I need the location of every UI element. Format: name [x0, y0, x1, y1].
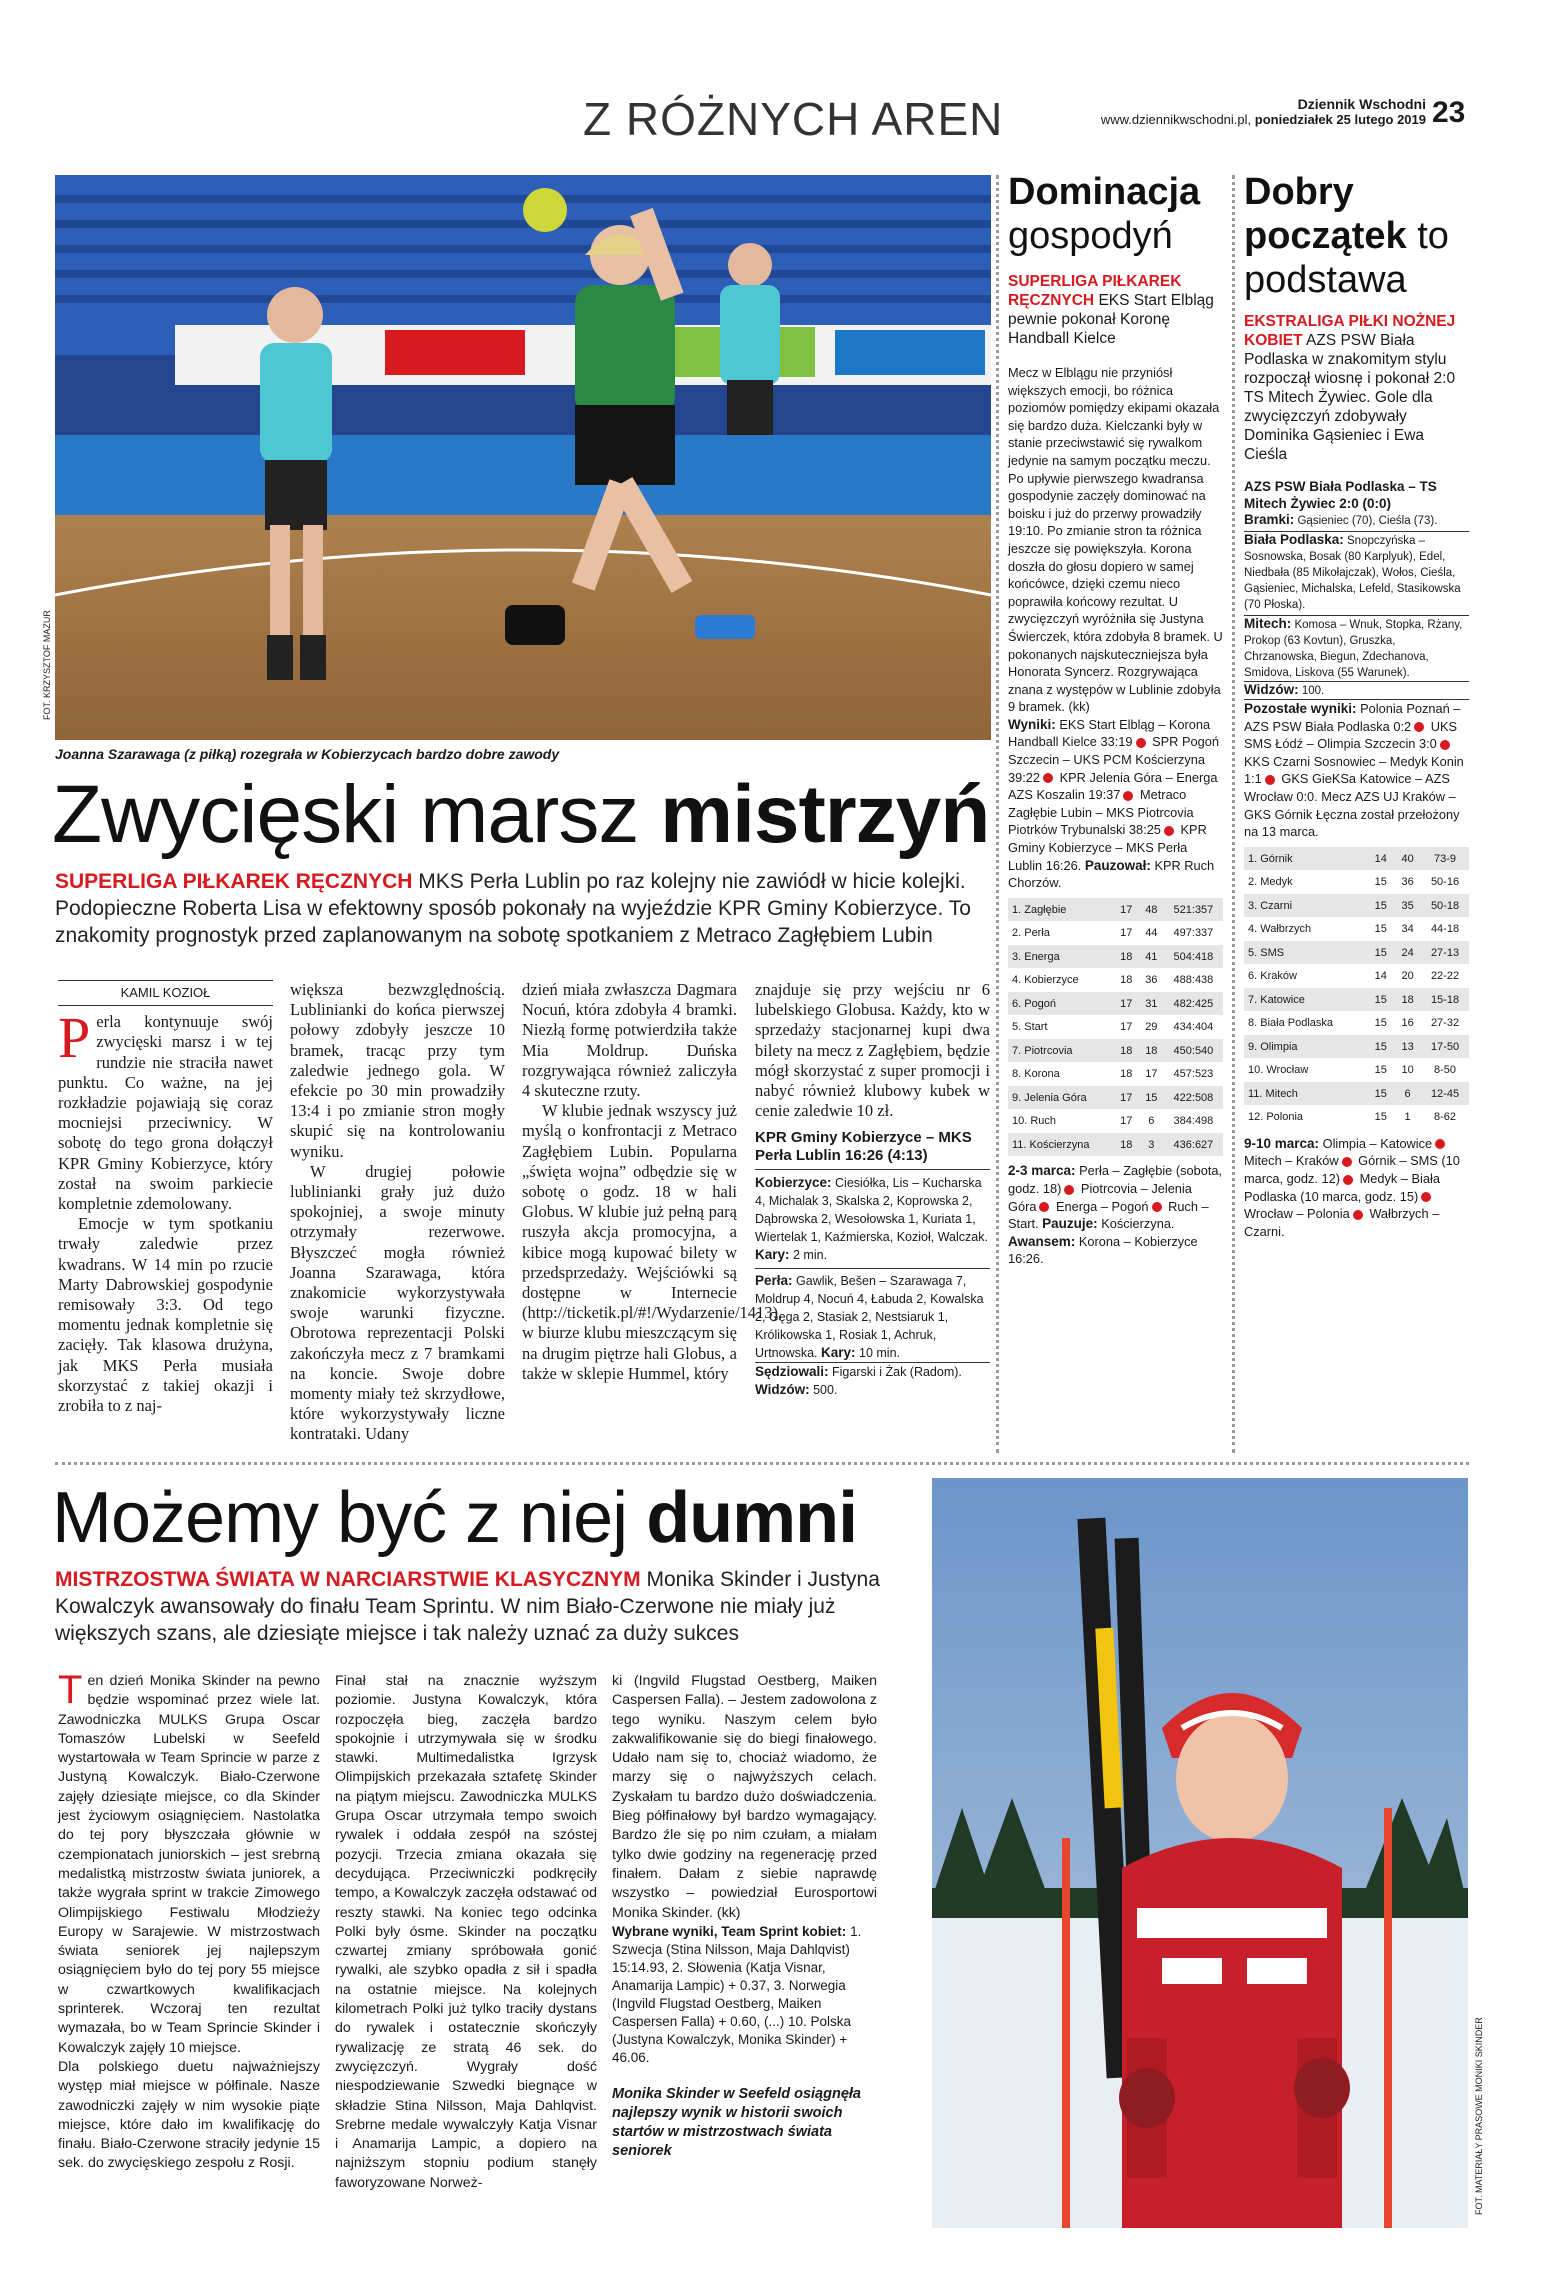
good-start-standings-cell: 20: [1401, 970, 1414, 982]
good-start-standings-cell: 8-62: [1434, 1111, 1457, 1123]
good-start-standings-cell: 35: [1394, 894, 1421, 918]
handball-match-title: KPR Gminy Kobierzyce – MKS Perła Lublin 16:26 (4:13): [755, 1129, 990, 1170]
domination-headline: Dominacja gospodyń: [1008, 171, 1201, 257]
good-start-standings-cell: 1. Górnik: [1244, 847, 1367, 871]
skiing-col-1: [58, 1668, 320, 2242]
domination-standings-cell: 422:508: [1164, 1086, 1223, 1110]
good-start-attendance: Widzów: 100.: [1244, 681, 1469, 699]
domination-standings-cell: 497:337: [1173, 927, 1214, 940]
handball-referees: Sędziowali: Figarski i Żak (Radom).: [755, 1362, 990, 1381]
handball-headline-bold: mistrzyń: [660, 769, 990, 860]
good-start-lineup-bp: Biała Podlaska: Snopczyńska – Sosnowska, Bosak (80 Karplyuk), Edel, Niedbała (85 Mikołajczak), Wołos, Cieśla, Gąsieniec, Michalska, Lefeld, Stasikowska (70 Płoska).: [1244, 531, 1469, 613]
good-start-standings-cell: 15: [1367, 988, 1394, 1012]
good-start-standings-cell: 8. Biała Podlaska: [1248, 1017, 1333, 1029]
good-start-standings-row: [1244, 894, 1469, 918]
good-start-standings-cell: 12. Polonia: [1248, 1111, 1304, 1123]
good-start-standings-cell: 15: [1374, 1017, 1387, 1029]
good-start-article: [1244, 170, 1469, 1455]
good-start-standings-cell: 15: [1367, 1035, 1394, 1059]
domination-standings-cell: 18: [1114, 1039, 1139, 1063]
domination-standings-cell: 15: [1139, 1086, 1164, 1110]
domination-standings-row: [1008, 898, 1223, 922]
handball-lineup-kobierzyce: Kobierzyce: Ciesiółka, Lis – Kucharska 4, Michalak 3, Skalska 2, Koprowska 2, Dąbrowska 2, Wesołowska 1, Kuriata 1, Wiertelak 1, Kaźmierska, Kozioł, Walczak. Kary: 2 min.: [755, 1175, 988, 1263]
domination-standings-cell: 3. Energa: [1008, 945, 1114, 969]
divider-vertical-1: [996, 175, 999, 1453]
skiing-col-2: [335, 1672, 597, 2242]
good-start-standings-cell: 3. Czarni: [1244, 894, 1367, 918]
domination-standings-cell: 17: [1114, 992, 1139, 1016]
website-link[interactable]: www.dziennikwschodni.pl: [1100, 112, 1248, 127]
good-start-standings-row: [1244, 1035, 1469, 1059]
handball-lineup-perla: Perła: Gawlik, Bešen – Szarawaga 7, Moldrup 4, Nocuń 4, Łabuda 2, Kowalska 2, Gęga 2, Stasiak 2, Nestsiaruk 1, Królikowska 1, Rosiak 1, Achruk, Urtnowska. Kary: 10 min.: [755, 1268, 990, 1362]
domination-standings-cell: 41: [1139, 945, 1164, 969]
domination-results: Wyniki: EKS Start Elbląg – Korona Handball Kielce 33:19 SPR Pogoń Szczecin – UKS PCM Kościerzyna 39:22 KPR Jelenia Góra – Energa AZS Koszalin 19:37 Metraco Zagłębie Lubin – MKS Piotrcovia Piotrków Trybunalski 38:25 KPR Gminy Kobierzyce – MKS Perła Lublin 16:26. Pauzował: KPR Ruch Chorzów.: [1008, 716, 1219, 891]
page-header-info: Dziennik Wschodni www.dziennikwschodni.pl, poniedziałek 25 lutego 2019: [1100, 96, 1426, 127]
handball-col-4: [755, 980, 990, 1450]
good-start-standings-row: [1244, 1011, 1469, 1035]
good-start-standings-cell: 24: [1394, 941, 1421, 965]
good-start-match-title: AZS PSW Biała Podlaska – TS Mitech Żywiec 2:0 (0:0): [1244, 479, 1437, 511]
good-start-standings-cell: 15: [1374, 876, 1387, 888]
good-start-standings-cell: 17-50: [1421, 1035, 1469, 1059]
handball-headline-light: Zwycięski marsz: [52, 769, 639, 860]
domination-standings-row: [1008, 1039, 1223, 1063]
good-start-standings-row: [1244, 1105, 1469, 1129]
skiing-lead-kicker: MISTRZOSTWA ŚWIATA W NARCIARSTWIE KLASYCZNYM: [55, 1568, 641, 1591]
good-start-standings-row: [1244, 1082, 1469, 1106]
good-start-standings-cell: 44-18: [1430, 923, 1460, 935]
skiing-dropcap: T: [58, 1668, 83, 1712]
skiing-photo-illustration: [932, 1478, 1468, 2228]
domination-standings-cell: 10. Ruch: [1012, 1115, 1057, 1128]
handball-col3-p2: W klubie jednak wszyscy już myślą o konfrontacji z Metraco Zagłębiem Lubin. Popularna „święta wojna” odbędzie się w sobotę o godz. 18 w hali Globus. W klubie już pełną parą ruszyła akcja promocyjna, a kibice mogą kupować bilety w przedsprzedaży. Wejściówki są dostępne w Internecie (http://ticketik.pl/#!/Wydarzenie/1413), w biurze klubu mieszczącym się na drugim piętrze hali Globus, a także w sklepie Hummel, który: [522, 1101, 783, 1383]
domination-standings-cell: 17: [1114, 1086, 1139, 1110]
good-start-other-results: Pozostałe wyniki: Polonia Poznań – AZS PSW Biała Podlaska 0:2 UKS SMS Łódź – Olimpia Szczecin 3:0 KKS Czarni Sosnowiec – Medyk Konin 1:1 GKS GieKSa Katowice – AZS Wrocław 0:0. Mecz AZS UJ Kraków – GKS Górnik Łęczna został przełożony na 13 marca.: [1244, 699, 1469, 841]
good-start-standings-cell: 22-22: [1430, 970, 1460, 982]
good-start-standings-cell: 11. Mitech: [1244, 1082, 1367, 1106]
good-start-standings-cell: 15: [1367, 941, 1394, 965]
skiing-col1-p1: Ten dzień Monika Skinder na pewno będzie wspominać przez wiele lat. Zawodniczka MULKS Grupa Oscar Tomaszów Lubelski w Seefeld wystartowała w Team Sprincie w parze z Justyną Kowalczyk. Biało-Czerwone zajęły dziesiąte miejsce, co dla Skinder jest życiowym osiągnięciem. Nastolatka do tej pory błyszczała głównie w czempionatach juniorskich – jest srebrną medalistką mistrzostw świata juniorek, a także wygrała sprint w trakcie Zimowego Olimpijskiego Festiwalu Młodzieży Europy w Sarajewie. W mistrzostwach świata seniorek jej najlepszym osiągnięciem było do tej pory 55 miejsce w czwartkowych kwalifikacjach sprinterek. Wczoraj ten rezultat wymazała, bo w Team Sprincie Skinder i Kowalczyk zajęły 10 miejsce.: [58, 1668, 320, 2056]
handball-photo-caption: Joanna Szarawaga (z piłką) rozegrała w Kobierzycach bardzo dobre zawody: [55, 746, 560, 762]
good-start-goals: Bramki: Gąsieniec (70), Cieśla (73).: [1244, 512, 1438, 527]
domination-standings-cell: 17: [1120, 1021, 1133, 1034]
good-start-headline: Dobry początek to podstawa: [1244, 171, 1449, 301]
domination-kicker: SUPERLIGA PIŁKAREK RĘCZNYCH EKS Start Elbląg pewnie pokonał Koronę Handball Kielce: [1008, 273, 1214, 347]
domination-standings-cell: 2. Perła: [1012, 927, 1050, 940]
handball-byline: KAMIL KOZIOŁ: [58, 980, 273, 1006]
good-start-standings-cell: 4. Wałbrzych: [1248, 923, 1312, 935]
domination-standings-cell: 31: [1139, 992, 1164, 1016]
page-number: 23: [1432, 96, 1466, 129]
handball-col2-p2: W drugiej połowie lublinianki grały już dużo spokojniej, a swoje minuty otrzymały rezerwowe. Błyszczeć mogła również Joanna Szarawaga, która znakomicie wykorzystywała swoje warunki fizyczne. Obrotowa reprezentacji Polski zakończyła mecz z 7 bramkami na koncie. Swoje dobre momenty miały też skrzydłowe, które wykorzystywały liczne kontrataki. Udany: [290, 1161, 505, 1444]
good-start-standings-row: [1244, 870, 1469, 894]
handball-photo-credit: FOT. KRZYSZTOF MAZUR: [42, 610, 52, 720]
good-start-standings-cell: 13: [1394, 1035, 1421, 1059]
domination-standings-row: [1008, 921, 1223, 945]
domination-standings-cell: 11. Kościerzyna: [1008, 1133, 1114, 1157]
domination-standings-cell: 482:425: [1164, 992, 1223, 1016]
good-start-standings-cell: 1: [1404, 1111, 1411, 1123]
section-title: Z RÓŻNYCH AREN: [583, 93, 1004, 145]
good-start-standings-row: [1244, 964, 1469, 988]
handball-dropcap: P: [58, 1005, 91, 1071]
good-start-standings-cell: 15: [1374, 1111, 1387, 1123]
domination-standings-cell: 29: [1145, 1021, 1158, 1034]
good-start-standings-cell: 8-50: [1434, 1064, 1457, 1076]
skiing-headline-light: Możemy być z niej: [52, 1478, 628, 1558]
skiing-col-3: [612, 1672, 877, 2242]
good-start-standings-row: [1244, 847, 1469, 871]
skiing-col1-p2: Dla polskiego duetu najważniejszy występ miał miejsce w półfinale. Nasze zawodniczki zajęły w nim wysokie piąte miejsce, które dało im kwalifikację do finału. Biało-Czerwone straciły jedynie 15 sek. do zwycięskiego zespołu z Rosji.: [58, 2058, 320, 2172]
domination-standings-cell: 6: [1148, 1115, 1155, 1128]
skiing-col3-p1: ki (Ingvild Flugstad Oestberg, Maiken Caspersen Falla). – Jestem zadowolona z tego wyniku. Naszym celem było zakwalifikowanie się do biegi finałowego. Udało nam się to, chociaż wiadomo, że marzy się o najwyższych celach. Zyskałam tu bardzo dużo doświadczenia. Bieg półfinałowy był bardzo wymagający. Bardzo źle się po nim czułam, a miałam tylko dwie godziny na regenerację przed finałem. Dałam z siebie naprawdę wszystko – powiedział Eurosportowi Monika Skinder. (kk): [612, 1673, 877, 1921]
good-start-standings-cell: 18: [1394, 988, 1421, 1012]
domination-standings-cell: 384:498: [1173, 1115, 1214, 1128]
good-start-standings-cell: 16: [1401, 1017, 1414, 1029]
domination-standings-cell: 1. Zagłębie: [1008, 898, 1114, 922]
good-start-standings-cell: 15: [1367, 1082, 1394, 1106]
good-start-standings-cell: 5. SMS: [1244, 941, 1367, 965]
domination-standings-cell: 450:540: [1164, 1039, 1223, 1063]
handball-col3-p1: dzień miała zwłaszcza Dagmara Nocuń, która zdobyła 4 bramki. Niezłą formę potwierdziła także Mia Moldrup. Duńska rozgrywająca również zaliczyła 4 skuteczne rzuty.: [522, 980, 737, 1101]
domination-standings-cell: 504:418: [1164, 945, 1223, 969]
good-start-standings-row: [1244, 988, 1469, 1012]
good-start-standings-cell: 15: [1367, 894, 1394, 918]
divider-horizontal: [55, 1462, 1469, 1465]
good-start-lineup-mitech: Mitech: Komosa – Wnuk, Stopka, Rżany, Prokop (63 Kovtun), Gruszka, Chrzanowska, Biegun, Zdechanova, Smidova, Liskova (55 Warunek).: [1244, 615, 1469, 681]
good-start-standings-cell: 27-13: [1421, 941, 1469, 965]
domination-standings-cell: 7. Piotrcovia: [1008, 1039, 1114, 1063]
domination-standings-cell: 17: [1145, 1068, 1158, 1081]
skiing-lead-text: Monika Skinder i Justyna Kowalczyk awansowały do finału Team Sprintu. W nim Biało-Czerwone nie miały już większych szans, ale dziesiąte miejsce i tak należy uznać za duży sukces: [55, 1568, 880, 1645]
good-start-standings-cell: 10: [1401, 1064, 1414, 1076]
domination-standings-row: [1008, 1133, 1223, 1157]
handball-col-2: [290, 980, 505, 1450]
skiing-lead: [55, 1566, 905, 1647]
domination-standings-row: [1008, 1062, 1223, 1086]
domination-standings-row: [1008, 1109, 1223, 1133]
domination-standings-cell: 488:438: [1173, 974, 1214, 987]
good-start-standings-cell: 15: [1374, 1064, 1387, 1076]
good-start-standings-row: [1244, 917, 1469, 941]
good-start-standings-cell: 6. Kraków: [1248, 970, 1297, 982]
handball-headline: [52, 770, 989, 860]
good-start-standings-cell: 12-45: [1421, 1082, 1469, 1106]
domination-standings-row: [1008, 992, 1223, 1016]
domination-standings-cell: 3: [1139, 1133, 1164, 1157]
good-start-standings-cell: 27-32: [1430, 1017, 1460, 1029]
good-start-standings-cell: 6: [1394, 1082, 1421, 1106]
good-start-standings-cell: 14: [1367, 847, 1394, 871]
handball-col1-p2: Emocje w tym spotkaniu trwały zaledwie przez kwadrans. W 14 min po rzucie Marty Dabrowskiej gospodynie remisowały 3:3. Od tego momentu jednak kompletnie się zacięły. Tak klasowa drużyna, jak MKS Perła musiała skorzystać z takiej okazji i zrobiła to z naj-: [58, 1214, 273, 1416]
domination-standings-cell: 48: [1139, 898, 1164, 922]
paper-name: Dziennik Wschodni: [1297, 96, 1426, 112]
domination-standings-cell: 44: [1145, 927, 1158, 940]
skiing-photo: [932, 1478, 1468, 2228]
domination-standings-cell: 18: [1120, 974, 1133, 987]
good-start-standings-row: [1244, 941, 1469, 965]
skiing-col2-p1: Finał stał na znacznie wyższym poziomie. Justyna Kowalczyk, która rozpoczęła bieg, zaczęła bardzo spokojnie i utrzymywała się w środku stawki. Multimedalistka Igrzysk Olimpijskich przekazała sztafetę Skinder na piątym miejscu. Zawodniczka MULKS Grupa Oscar utrzymała tempo swoich rywalek i oddała zespół na szóstej pozycji. Trzecia zmiana okazała się decydująca. Przeciwniczki podkręciły tempo, a Kowalczyk zaczęła odstawać od reszty stawki. Na koniec tego odcinka Polki były ósme. Skinder na początku czwartej zmiany spróbowała gonić rywalki, ale szybko opadła z sił i spadła na ostatnie miejsce. Na kolejnych kilometrach Polki już tylko traciły dystans do rywalek i ostatecznie skończyły rywalizację ze stratą 46 sek. do zwycięzczyń. Wygrały dość niespodziewanie Szwedki biegnące w składzie Stina Nilsson, Maja Dahlqvist. Srebrne medale wywalczyły Katja Visnar i Anamarija Lampic, a dopiero na najniższym stopniu podium stanęły faworyzowane Norweż-: [335, 1673, 597, 2191]
good-start-standings: [1244, 847, 1469, 1129]
skiing-headline: [52, 1478, 857, 1558]
skiing-photo-caption: Monika Skinder w Seefeld osiągnęła najlepszy wynik w historii swoich startów w mistrzostwach świata seniorek: [612, 2085, 861, 2159]
good-start-next-round: 9-10 marca: Olimpia – Katowice Mitech – Kraków Górnik – SMS (10 marca, godz. 12) Medyk – Biała Podlaska (10 marca, godz. 15) Wrocław – Polonia Wałbrzych – Czarni.: [1244, 1135, 1460, 1239]
handball-col1-p1: Perla kontynuuje swój zwycięski marsz i w tej rundzie nie straciła nawet punktu. Co ważne, na jej rozkładzie pojawiają się coraz mocniejsi przeciwnicy. W sobotę do tego grona dołączył KPR Gminy Kobierzyce, który został na swoim parkiecie kompletnie zdemolowany.: [58, 1005, 273, 1214]
good-start-standings-cell: 36: [1401, 876, 1414, 888]
good-start-standings-cell: 10. Wrocław: [1248, 1064, 1309, 1076]
domination-standings-cell: 8. Korona: [1012, 1068, 1060, 1081]
good-start-standings-row: [1244, 1058, 1469, 1082]
domination-body: Mecz w Elblągu nie przyniósł większych emocji, bo różnica poziomów pomiędzy ekipami okazała się bardzo duża. Kielczanki były w stanie przeciwstawić się rywalkom jedynie na samym początku meczu. Po upływie pierwszego kwadransa gospodynie zaczęły dominować na boisku i już do przerwy prowadziły 19:10. Po zmianie stron ta różnica jeszcze się powiększyła. Korona doszła do głosu dopiero w samej końcówce, dzięki czemu nieco poprawiła końcowy rezultat. U zwycięzczyń wyróżniła się Justyna Świerczek, która zdobyła 8 bramek. U pokonanych najskuteczniejsza była Honorata Syncerz. Rozgrywająca znana z występów w Lublinie zdobyła 9 bramek. (kk): [1008, 365, 1223, 715]
good-start-kicker: EKSTRALIGA PIŁKI NOŻNEJ KOBIET AZS PSW Biała Podlaska w znakomitym stylu rozpoczął wiosnę i pokonał 2:0 TS Mitech Żywiec. Gole dla zwycięzczyń zdobywały Dominika Gąsieniec i Ewa Cieśla: [1244, 313, 1456, 463]
handball-lead-kicker: SUPERLIGA PIŁKAREK RĘCZNYCH: [55, 870, 413, 893]
domination-standings-cell: 17: [1114, 898, 1139, 922]
domination-standings-cell: 17: [1120, 927, 1133, 940]
handball-col4-p1: znajduje się przy wejściu nr 6 lubelskiego Globusa. Każdy, kto w sprzedaży stacjonarnej kupi dwa bilety na mecz z Zagłębiem, będzie mógł skorzystać z super promocji i nabyć również klubowy kubek w cenie zaledwie 10 zł.: [755, 980, 990, 1121]
good-start-standings-cell: 2. Medyk: [1248, 876, 1293, 888]
handball-col-1: [58, 980, 273, 1450]
domination-standings-cell: 18: [1114, 1133, 1139, 1157]
domination-standings-cell: 5. Start: [1012, 1021, 1048, 1034]
domination-standings-cell: 434:404: [1173, 1021, 1214, 1034]
domination-standings-cell: 9. Jelenia Góra: [1008, 1086, 1114, 1110]
domination-standings-cell: 4. Kobierzyce: [1012, 974, 1079, 987]
good-start-standings-cell: 14: [1374, 970, 1387, 982]
domination-standings-cell: 36: [1145, 974, 1158, 987]
domination-standings-row: [1008, 945, 1223, 969]
domination-standings-row: [1008, 968, 1223, 992]
domination-article: [1008, 170, 1223, 1455]
domination-standings-cell: 18: [1120, 1068, 1133, 1081]
domination-next-round: 2-3 marca: Perła – Zagłębie (sobota, godz. 18) Piotrcovia – Jelenia Góra Energa – Pogoń Ruch – Start. Pauzuje: Kościerzyna. Awansem: Korona – Kobierzyce 16:26.: [1008, 1163, 1223, 1267]
good-start-standings-cell: 73-9: [1421, 847, 1469, 871]
good-start-standings-cell: 9. Olimpia: [1244, 1035, 1367, 1059]
good-start-standings-cell: 15: [1374, 923, 1387, 935]
domination-standings-cell: 6. Pogoń: [1008, 992, 1114, 1016]
good-start-standings-cell: 7. Katowice: [1244, 988, 1367, 1012]
handball-photo-illustration: [55, 175, 991, 740]
domination-standings-cell: 457:523: [1173, 1068, 1214, 1081]
handball-lead-text: MKS Perła Lublin po raz kolejny nie zawiódł w hicie kolejki. Podopieczne Roberta Lisa w efektowny sposób pokonały na wyjeździe KPR Gminy Kobierzyce. To znakomity prognostyk przed zaplanowanym na sobotę spotkaniem z Metraco Zagłębiem Lubin: [55, 870, 971, 947]
handball-attendance: Widzów: 500.: [755, 1382, 838, 1398]
domination-standings-cell: 18: [1139, 1039, 1164, 1063]
good-start-standings-cell: 50-18: [1421, 894, 1469, 918]
domination-standings-cell: 436:627: [1164, 1133, 1223, 1157]
domination-standings-cell: 521:357: [1164, 898, 1223, 922]
good-start-standings-cell: 15-18: [1421, 988, 1469, 1012]
good-start-standings-cell: 40: [1394, 847, 1421, 871]
good-start-standings-cell: 34: [1401, 923, 1414, 935]
domination-standings: [1008, 898, 1223, 1157]
domination-standings-cell: 18: [1114, 945, 1139, 969]
good-start-standings-cell: 50-16: [1430, 876, 1460, 888]
skiing-photo-credit: FOT. MATERIAŁY PRASOWE MONIKI SKINDER: [1474, 2017, 1484, 2215]
domination-standings-row: [1008, 1015, 1223, 1039]
handball-lead: [55, 868, 990, 949]
issue-date: poniedziałek 25 lutego 2019: [1254, 112, 1426, 127]
divider-vertical-2: [1232, 175, 1235, 1453]
skiing-results: Wybrane wyniki, Team Sprint kobiet: 1. Szwecja (Stina Nilsson, Maja Dahlqvist) 15:14.93, 2. Słowenia (Katja Visnar, Anamarija Lampic) + 0.37, 3. Norwegia (Ingvild Flugstad Oestberg, Maiken Caspersen Falla) + 0.60, (...) 10. Polska (Justyna Kowalczyk, Monika Skinder) + 46.06.: [612, 1923, 862, 2065]
handball-col2-p1: większa bezwzględnością. Lublinianki do końca pierwszej połowy zdobyły jeszcze 10 bramek, tracąc przy tym zaledwie jednego gola. W efekcie po 30 min prowadziły 13:4 i po zmianie stron mogły skupić się na kontrolowaniu wyniku.: [290, 980, 505, 1161]
handball-col-3: [522, 980, 783, 1450]
domination-standings-cell: 17: [1120, 1115, 1133, 1128]
handball-photo: [55, 175, 991, 740]
domination-standings-row: [1008, 1086, 1223, 1110]
skiing-headline-bold: dumni: [646, 1478, 858, 1558]
